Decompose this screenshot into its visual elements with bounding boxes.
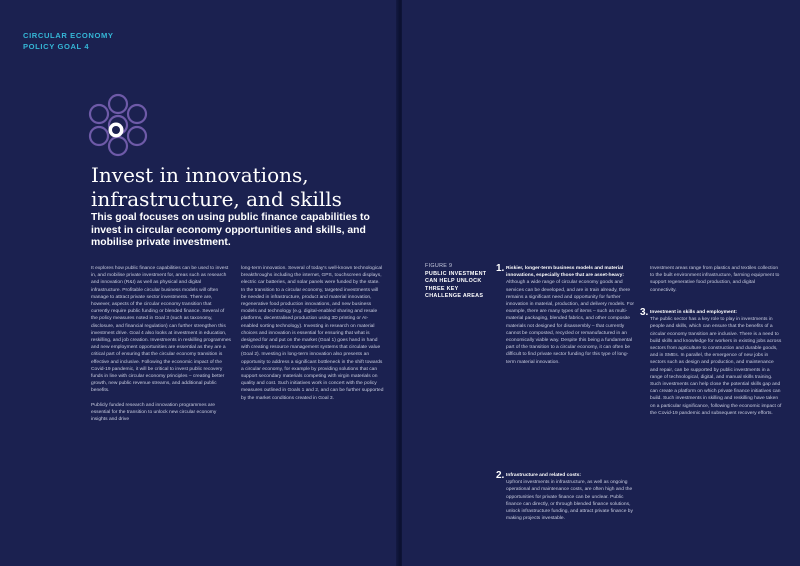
challenge-text bbox=[650, 309, 782, 417]
intro-paragraph: This goal focuses on using public finance capabilities to invest in circular economy opportunities and skills, and mobilise private investment. bbox=[91, 212, 370, 249]
challenge-heading: Investment in skills and employment: bbox=[650, 310, 737, 315]
challenge-heading: Infrastructure and related costs: bbox=[506, 473, 582, 478]
figure-label bbox=[425, 263, 487, 301]
challenge-body: The public sector has a key role to play in investments in people and skills, which can ensure that the benefits of a circular economy transition are inclusive. There is a need to build skills and knowledge for workers in existing jobs across sectors from agriculture to construction and durable goods, and in SMEs. In parallel, the emergence of new jobs in sectors such as design and production, and maintenance and repair, can be supported by public investments in a range of technological, digital, and manual skills training. Such investments can help close the potential skills gap and can create a platform on which private finance initiatives can build. Such investments in skilling and reskilling have taken on a particular significance, following the economic impact of the Covid-19 pandemic and subsequent recovery efforts. bbox=[650, 317, 782, 416]
challenge-text bbox=[506, 265, 636, 366]
circular-economy-flower-icon bbox=[78, 88, 158, 168]
col1-paragraph-2: Publicly funded research and innovation programmes are essential for the transition to unlock new circular economy insights and drive bbox=[91, 402, 217, 423]
col2-paragraph-1: long-term innovation. Several of today's well-known technological breakthroughs including the internet, GPS, touchscreen displays, electric car batteries, and solar panels were funded by the state. In the transition to a circular economy, targeted investments will be needed in infrastructure, product and material innovation, regenerative food production innovations, and new business models and technology (e.g. digital-enabled sharing and resale platforms, decentralised production using 3D printing or AI-enabled sorting technology). Investing in research on material choices and innovation is essential for ensuring that what is designed for and put on the market (Goal 1) goes hand in hand with creating resource management systems that circulate value (Goal 2). Investing in long-term innovation also presents an opportunity to address a significant bottleneck in the shift towards a circular economy, for example by providing solutions that can support secondary materials competing with virgin materials on quality and cost. Such initiatives work in concert with the policy measures outlined in Goals 1 and 2, and can be further supported by the market conditions created in Goal 3. bbox=[241, 266, 384, 401]
goal-label-line1: CIRCULAR ECONOMY bbox=[23, 31, 114, 40]
challenge-body: Upfront investments in infrastructure, as well as ongoing operational and maintenance costs, are often high and the opportunities for private finance can be unclear. Public finance can directly, or through blended finance solutions, unlock infrastructure funding, and attract private finance by making projects investable. bbox=[506, 480, 633, 522]
challenge-heading: Riskier, longer-term business models and material innovations, especially those that are asset-heavy: bbox=[506, 266, 624, 279]
figure-number: FIGURE 9 bbox=[425, 263, 453, 269]
goal-label-line2: POLICY GOAL 4 bbox=[23, 41, 90, 51]
challenge-number: 2. bbox=[496, 470, 505, 481]
page-title bbox=[91, 163, 391, 211]
title-line1: Invest in innovations, bbox=[91, 163, 309, 187]
left-page bbox=[0, 0, 398, 566]
challenge-number: 1. bbox=[496, 263, 505, 274]
right-column-continuation: Investment areas range from plastics and textiles collection to the built environment infrastructure, farming equipment to support regenerative food production, and digital connectivity. bbox=[650, 266, 780, 293]
goal-label bbox=[23, 31, 223, 52]
figure-title: PUBLIC INVESTMENT CAN HELP UNLOCK THREE KEY CHALLENGE AREAS bbox=[425, 270, 487, 300]
challenge-number: 3. bbox=[640, 307, 649, 318]
body-column-1 bbox=[91, 265, 231, 430]
title-line2: infrastructure, and skills bbox=[91, 187, 342, 211]
challenge-text bbox=[506, 472, 636, 522]
body-column-2 bbox=[241, 265, 384, 409]
challenge-body: Although a wide range of circular economy goods and services can be developed, and are in train already, there remains a significant need and opportunity for further innovation in material, production, and delivery models. For example, there are many types of items – such as multi-material packaging, blended fabrics, and other composite materials not designed for disassembly – that currently cannot be composted, recycled or remanufactured in an economically viable way. Despite this being a fundamental part of the transition to a circular economy, it can often be difficult to find private sector funding for this type of long-term material innovation. bbox=[506, 280, 635, 365]
col1-paragraph-1: It explores how public finance capabilities can be used to invest in, and mobilise private investment for, areas such as research and innovation (R&I) as well as physical and digital infrastructure. Profitable circular business models will often manage to attract private sector investments. There are, however, aspects of the circular economy transition that currently require public funding or blended finance. Several of the policy measures noted in Goal 3 (such as taxonomy, disclosure, and financial regulation) can further strengthen this investment drive. Goal 4 also looks at investment in education, reskilling, and job creation. Investments in reskilling programmes and new employment opportunities are essential as they are a critical part of ensuring that the circular economy transition is effective and inclusive. Following the economic impact of the Covid-19 pandemic, it will be critical to invest public recovery funds in line with circular economy principles – creating better growth, new public revenue streams, and additional public benefits. bbox=[91, 266, 231, 394]
right-page bbox=[402, 0, 800, 566]
